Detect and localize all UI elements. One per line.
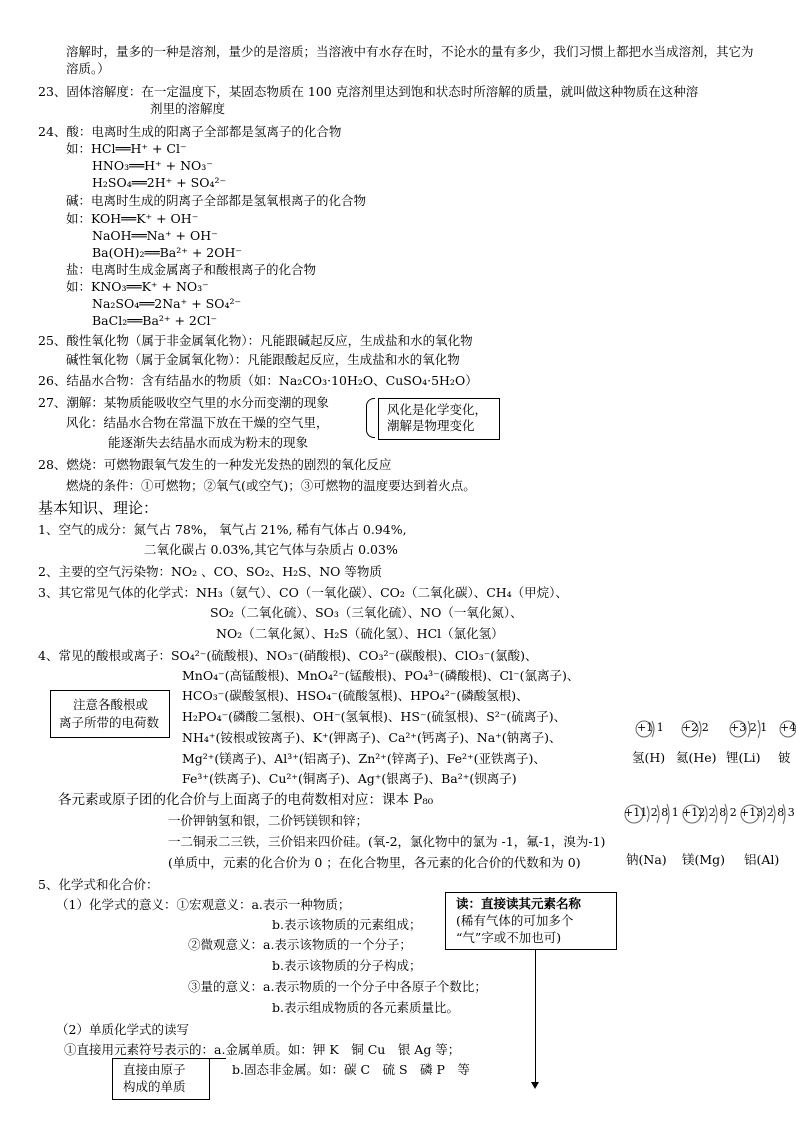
- text-line: b.表示该物质的分子构成；: [272, 958, 422, 973]
- text-line: 23、固体溶解度：在一定温度下，某固态物质在 100 克溶剂里达到饱和状态时所溶解的质量，就叫做这种物质在这种溶: [38, 84, 699, 99]
- text-line: ②微观意义：a.表示该物质的一个分子；: [188, 937, 412, 952]
- text-line: H₂SO₄══2H⁺ + SO₄²⁻: [92, 175, 227, 190]
- atom-structure-text: +1 1: [637, 721, 664, 734]
- text-line: b.表示该物质的元素组成；: [272, 917, 422, 932]
- text-line: （2）单质化学式的读写: [56, 1022, 189, 1037]
- text-line: ③量的意义：a.表示物质的一个分子中各原子个数比；: [188, 979, 487, 994]
- text-line: SO₂（二氧化硫）、SO₃（三氧化硫）、NO（一氧化氮）、: [210, 605, 523, 620]
- atom-diagram-al: [738, 800, 794, 828]
- brace: [366, 398, 375, 438]
- text-line: 碱性氧化物（属于金属氧化物）：凡能跟酸起反应，生成盐和水的氧化物: [66, 352, 460, 367]
- section-heading: 基本知识、理论：: [38, 499, 159, 517]
- atom-name: 铝(Al): [744, 852, 780, 867]
- atom-structure-text: +11 2 8 1: [624, 806, 679, 819]
- text-line: (单质中，元素的化合价为 0 ；在化合物里，各元素的化合价的代数和为 0): [168, 855, 581, 870]
- text-line: Ba(OH)₂══Ba²⁺ + 2OH⁻: [92, 245, 242, 260]
- text-line: H₂PO₄⁻(磷酸二氢根)、OH⁻(氢氧根)、HS⁻(硫氢根)、S²⁻(硫离子)、: [182, 709, 567, 724]
- atom-structure-text: +13 2 8 3: [740, 806, 795, 819]
- atom-structure-text: +4: [780, 721, 796, 734]
- box-text: 离子所带的电荷数: [59, 715, 160, 730]
- box-text: (稀有气体的可加多个: [456, 913, 574, 928]
- element-symbol-note-box: [112, 1058, 210, 1100]
- text-line: NaOH══Na⁺ + OH⁻: [92, 228, 218, 243]
- text-line: 剂里的溶解度: [150, 101, 226, 116]
- text-line: 各元素或原子团的化合价与上面离子的电荷数相对应：课本 P₈₀: [58, 792, 434, 808]
- text-line: Na₂SO₄══2Na⁺ + SO₄²⁻: [92, 296, 242, 311]
- text-line: HCO₃⁻(碳酸氢根)、HSO₄⁻(硫酸氢根)、HPO₄²⁻(磷酸氢根)、: [182, 688, 529, 703]
- text-line: （1）化学式的意义：①宏观意义：a.表示一种物质；: [56, 897, 351, 912]
- atom-name: 锂(Li): [726, 750, 761, 765]
- text-line: 一二铜汞二三铁，三价铝来四价硅。(氧-2，氯化物中的氯为 -1，氟-1，溴为-1): [168, 834, 606, 849]
- box-text: 构成的单质: [123, 1079, 186, 1094]
- text-line: 24、酸：电离时生成的阳离子全部都是氢离子的化合物: [38, 124, 342, 139]
- text-line: 如：HCl══H⁺ + Cl⁻: [66, 141, 187, 156]
- text-line: 二氧化碳占 0.03%,其它气体与杂质占 0.03%: [144, 542, 398, 557]
- text-line: BaCl₂══Ba²⁺ + 2Cl⁻: [92, 313, 218, 328]
- text-line: NH₄⁺(铵根或铵离子)、K⁺(钾离子)、Ca²⁺(钙离子)、Na⁺(钠离子)、: [182, 730, 562, 745]
- box-text: 注意各酸根或: [73, 697, 149, 712]
- text-line: 盐：电离时生成金属离子和酸根离子的化合物: [66, 262, 317, 277]
- text-line: 如：KOH══K⁺ + OH⁻: [66, 211, 199, 226]
- atom-name: 铍: [778, 750, 791, 765]
- atom-name: 氦(He): [676, 750, 717, 765]
- text-line: 3、其它常见气体的化学式：NH₃（氨气）、CO（一氧化碳）、CO₂（二氧化碳）、CH₄（甲烷）、: [38, 585, 568, 600]
- text-line: HNO₃══H⁺ + NO₃⁻: [92, 158, 213, 173]
- text-line: 27、潮解：某物质能吸收空气里的水分而变潮的现象: [38, 395, 329, 410]
- atom-structure-text: +3 2 1: [730, 721, 768, 734]
- text-line: Mg²⁺(镁离子)、Al³⁺(铝离子)、Zn²⁺(锌离子)、Fe²⁺(亚铁离子)、: [182, 751, 546, 766]
- atom-name: 氢(H): [632, 750, 666, 765]
- text-line: 能逐渐失去结晶水而成为粉末的现象: [108, 435, 309, 450]
- box-text: “气”字或不加也可): [456, 930, 562, 945]
- arrow-head-icon: [531, 1082, 539, 1089]
- text-line: 溶质。）: [66, 61, 110, 76]
- text-line: 如：KNO₃══K⁺ + NO₃⁻: [66, 279, 209, 294]
- text-line: 4、常见的酸根或离子：SO₄²⁻(硫酸根)、NO₃⁻(硝酸根)、CO₃²⁻(碳酸根)、ClO₃⁻(氯酸)、: [38, 648, 538, 663]
- box-text: 风化是化学变化，: [387, 402, 488, 417]
- atom-diagram-na: [622, 800, 678, 828]
- text-line: MnO₄⁻(高锰酸根)、MnO₄²⁻(锰酸根)、PO₄³⁻(磷酸根)、Cl⁻(氯离子)、: [182, 668, 580, 683]
- atom-structure-text: +2 2: [682, 721, 709, 734]
- text-line: 26、结晶水合物：含有结晶水的物质（如：Na₂CO₃·10H₂O、CuSO₄·5H₂O）: [38, 373, 478, 388]
- box-text: 读：直接读其元素名称: [456, 896, 582, 911]
- text-line: ①直接用元素符号表示的：a.金属单质。如：钾 K 铜 Cu 银 Ag 等；: [64, 1042, 461, 1057]
- text-line: 燃烧的条件：①可燃物；②氧气(或空气)；③可燃物的温度要达到着火点。: [66, 478, 476, 493]
- text-line: 1、空气的成分：氮气占 78%， 氧气占 21%, 稀有气体占 0.94%,: [38, 522, 407, 537]
- text-line: 一价钾钠氢和银，二价钙镁钡和锌；: [168, 813, 369, 828]
- text-line: 25、酸性氧化物（属于非金属氧化物）：凡能跟碱起反应，生成盐和水的氧化物: [38, 333, 473, 348]
- atom-diagram-mg: [680, 800, 736, 828]
- text-line: 2、主要的空气污染物：NO₂ 、CO、SO₂、H₂S、NO 等物质: [38, 564, 382, 579]
- box-text: 潮解是物理变化: [387, 418, 475, 433]
- atom-structure-text: +12 2 8 2: [682, 806, 737, 819]
- box-text: 直接由原子: [123, 1062, 186, 1077]
- underline: [118, 1058, 226, 1059]
- atom-diagram-be: [776, 715, 794, 743]
- text-line: b.表示组成物质的各元素质量比。: [272, 1000, 459, 1015]
- text-line: 溶解时，量多的一种是溶剂，量少的是溶质；当溶液中有水存在时，不论水的量有多少，我们习惯上都把水当成溶剂，其它为: [66, 44, 754, 59]
- arrow-line: [535, 949, 536, 1083]
- text-line: 5、化学式和化合价：: [38, 877, 159, 892]
- ion-charge-note-box: [50, 690, 170, 738]
- text-line: b.固态非金属。如：碳 C 硫 S 磷 P 等: [232, 1062, 470, 1077]
- reading-note-box: [445, 892, 617, 950]
- text-line: NO₂（二氧化氮）、H₂S（硫化氢）、HCl（氯化氢）: [216, 626, 504, 641]
- atom-name: 镁(Mg): [682, 852, 726, 867]
- text-line: Fe³⁺(铁离子)、Cu²⁺(铜离子)、Ag⁺(银离子)、Ba²⁺(钡离子): [182, 771, 517, 786]
- weathering-note-box: [378, 398, 500, 440]
- text-line: 风化：结晶水合物在常温下放在干燥的空气里，: [66, 415, 329, 430]
- atom-diagram-li: [726, 715, 770, 743]
- atom-diagram-h: [632, 715, 664, 743]
- text-line: 28、燃烧：可燃物跟氧气发生的一种发光发热的剧烈的氧化反应: [38, 457, 392, 472]
- atom-diagram-he: [678, 715, 714, 743]
- atom-name: 钠(Na): [626, 852, 667, 867]
- text-line: 碱：电离时生成的阴离子全部都是氢氧根离子的化合物: [66, 193, 367, 208]
